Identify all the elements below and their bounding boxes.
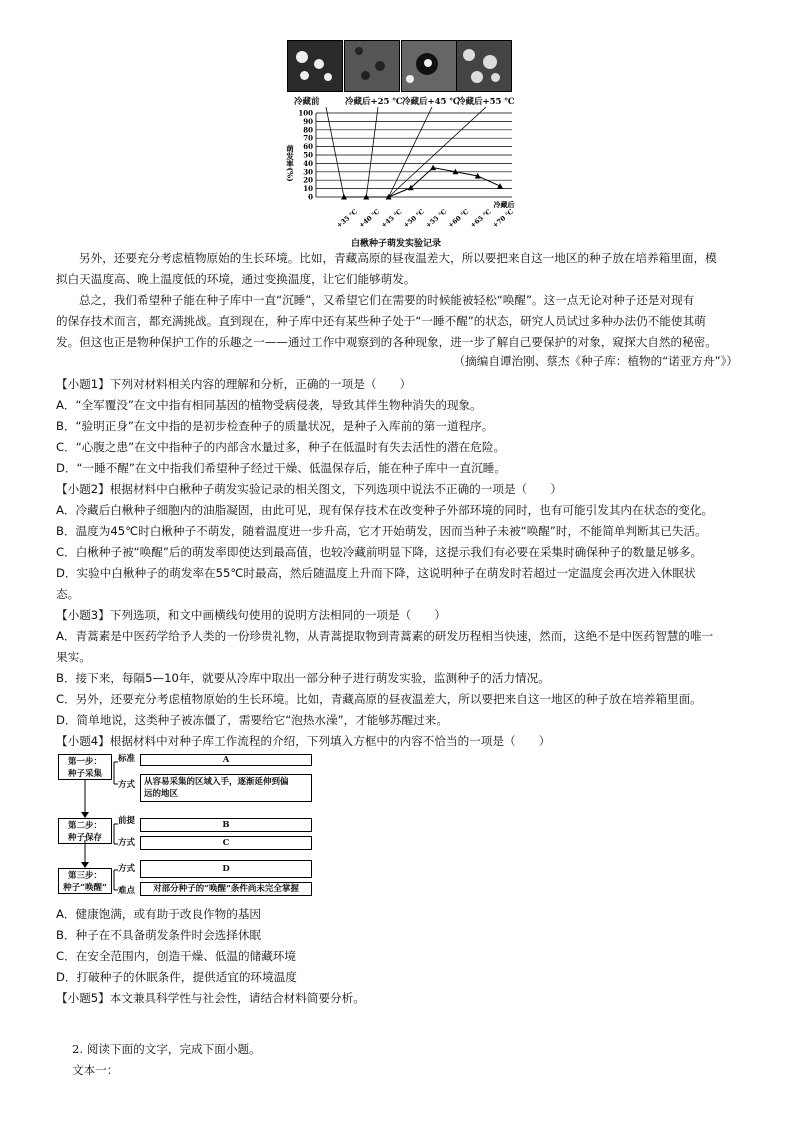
q2-option-d: D．实验中白楸种子的萌发率在55℃时最高，然后随温度上升而下降，这说明种子在萌发时若超过一定温度会再次进入休眠状 [56, 566, 696, 580]
seed-photo-45 [401, 40, 457, 92]
y-tick-label: 100 [298, 108, 313, 118]
x-tick-label: +45 ℃ [379, 207, 404, 230]
y-tick-label: 90 [303, 116, 313, 126]
flow-box-method1 [140, 774, 312, 802]
q1-option-b: B．“验明正身”在文中指的是初步检查种子的质量状况，是种子入库前的第一道程序。 [56, 419, 494, 433]
y-tick-label: 30 [303, 167, 313, 177]
q2-option-b: B．温度为45℃时白楸种子不萌发，随着温度进一步升高，它才开始萌发，因而当种子未被“唤醒”时，不能简单判断其已失活。 [56, 524, 707, 538]
flow-step1-box [58, 754, 112, 780]
q1-option-a: A．“全军覆没”在文中指有相同基因的植物受病侵袭，导致其伴生物种消失的现象。 [56, 398, 482, 412]
flow-step1-line2: 种子采集 [67, 769, 102, 779]
y-tick-label: 20 [303, 175, 313, 185]
y-tick-label: 40 [303, 158, 313, 168]
data-point [430, 165, 436, 171]
section2-title: 2. 阅读下面的文字，完成下面小题。 [72, 1042, 261, 1056]
para2-line3: 发。但这也正是物种保护工作的乐趣之一——通过工作中观察到的各种现象，进一步了解自己要保护的对象，窥探大自然的秘密。 [56, 335, 717, 349]
x-tick-label: +60 ℃ [446, 207, 471, 230]
y-axis-label: 萌发率(%) [285, 145, 295, 182]
source-citation: （摘编自谭治刚、蔡杰《种子库：植物的“诺亚方舟”》） [453, 354, 738, 368]
para2-line1: 总之，我们希望种子能在种子库中一直“沉睡”，又希望它们在需要的时候能被轻松“唤醒”。这一点无论对种子还是对现有 [79, 293, 695, 307]
q1-option-d: D．“一睡不醒”在文中指我们希望种子经过干燥、低温保存后，能在种子库中一直沉睡。 [56, 461, 506, 475]
q4-option-d: D．打破种子的休眠条件，提供适宜的环境温度 [56, 970, 297, 984]
q2-option-d-cont: 态。 [56, 587, 80, 601]
q1-stem: 【小题1】下列对材料相关内容的理解和分析，正确的一项是（ ） [56, 377, 412, 391]
germination-chart [282, 105, 522, 233]
q4-option-b: B．种子在不具备萌发条件时会选择休眠 [56, 928, 262, 942]
q2-stem: 【小题2】根据材料中白楸种子萌发实验记录的相关图文，下列选项中说法不正确的一项是（ ） [56, 482, 562, 496]
x-tick-label: +40 ℃ [357, 207, 382, 230]
para1-line2: 拟白天温度高、晚上温度低的环境，通过变换温度，让它们能够萌发。 [56, 272, 416, 286]
connector-line [366, 107, 378, 197]
photo-label-4: 冷藏后+55 ℃ [457, 97, 515, 107]
q1-option-c: C．“心腹之患”在文中指种子的内部含水量过多，种子在低温时有失去活性的潜在危险。 [56, 440, 506, 454]
flow-diagram [56, 752, 320, 902]
flow-box-b: B [140, 818, 312, 832]
q5-stem: 【小题5】本文兼具科学性与社会性，请结合材料简要分析。 [56, 991, 365, 1005]
x-tick-label: +35 ℃ [335, 207, 359, 230]
q3-option-c: C．另外，还要充分考虑植物原始的生长环境。比如，青藏高原的昼夜温差大，所以要把来自这一地区的种子放在培养箱里面。 [56, 692, 702, 706]
y-tick-label: 80 [303, 125, 313, 135]
flow-method1-line2: 远的地区 [144, 789, 179, 799]
data-point [497, 183, 503, 189]
x-axis-end-label: 冷藏后 [493, 200, 515, 209]
flow-step3-box [58, 868, 112, 894]
flow-box-a: A [140, 754, 312, 766]
flow-step2-line1: 第二步： [67, 821, 102, 831]
flow-step2-line2: 种子保存 [67, 833, 102, 843]
connector-line [389, 107, 486, 197]
photo-label-1: 冷藏前 [294, 97, 320, 107]
seed-photo-before [287, 40, 343, 92]
x-tick-label: +55 ℃ [424, 207, 449, 230]
flow-box-c: C [140, 836, 312, 850]
connector-line [326, 107, 344, 197]
y-tick-label: 70 [303, 133, 313, 143]
q3-option-d: D．简单地说，这类种子被冻僵了，需要给它“泡热水澡”，才能够苏醒过来。 [56, 713, 448, 727]
flow-step1-line1: 第一步： [67, 757, 102, 767]
y-tick-label: 0 [308, 192, 313, 202]
flow-label-method3: 方式 [118, 864, 136, 874]
y-tick-label: 60 [303, 142, 313, 152]
flow-box-d: D [140, 860, 312, 878]
flow-box-difficulty: 对部分种子的“唤醒”条件尚未完全掌握 [140, 882, 312, 896]
y-tick-label: 10 [303, 184, 313, 194]
seed-photo-25 [344, 40, 400, 92]
flow-label-standard: 标准 [118, 754, 136, 764]
photo-label-2: 冷藏后+25 ℃ [345, 97, 403, 107]
q2-option-c: C．白楸种子被“唤醒”后的萌发率即使达到最高值，也较冷藏前明显下降，这提示我们有必要在采集时确保种子的数量足够多。 [56, 545, 703, 559]
x-tick-label: +70 ℃ [491, 207, 515, 230]
x-tick-label: +50 ℃ [401, 207, 426, 230]
para1-line1: 另外，还要充分考虑植物原始的生长环境。比如，青藏高原的昼夜温差大，所以要把来自这一地区的种子放在培养箱里面，模 [79, 251, 717, 265]
q3-option-a: A．青蒿素是中医药学给予人类的一份珍贵礼物，从青蒿提取物到青蒿素的研发历程相当快速，然而，这绝不是中医药智慧的唯一 [56, 629, 714, 643]
seed-photo-55 [456, 40, 512, 92]
section2-subtitle: 文本一： [72, 1063, 119, 1077]
q2-option-a: A．冷藏后白楸种子细胞内的油脂凝固，由此可见，现有保存技术在改变种子外部环境的同时，也有可能引发其内在状态的变化。 [56, 503, 714, 517]
q4-stem: 【小题4】根据材料中对种子库工作流程的介绍，下列填入方框中的内容不恰当的一项是（ ） [56, 734, 551, 748]
connector-line [389, 107, 432, 197]
x-tick-label: +65 ℃ [468, 207, 493, 230]
y-tick-label: 50 [303, 150, 313, 160]
photo-label-3: 冷藏后+45 ℃ [402, 97, 460, 107]
flow-step3-line2: 种子“唤醒” [63, 883, 107, 893]
flow-method1-line1: 从容易采集的区域入手，逐渐延伸到偏 [144, 777, 289, 787]
chart-caption: 白楸种子萌发实验记录 [351, 239, 442, 249]
flow-label-method1: 方式 [118, 780, 136, 790]
q3-option-b: B．接下来，每隔5—10年，就要从冷库中取出一部分种子进行萌发实验，监测种子的活力情况。 [56, 671, 550, 685]
flow-label-method2: 方式 [118, 838, 136, 848]
q4-option-c: C．在安全范围内，创造干燥、低温的储藏环境 [56, 949, 296, 963]
q3-option-a-cont: 果实。 [56, 650, 91, 664]
q3-stem: 【小题3】下列选项，和文中画横线句使用的说明方法相同的一项是（ ） [56, 608, 446, 622]
para2-line2: 的保存技术而言，都充满挑战。直到现在，种子库中还有某些种子处于“一睡不醒”的状态，研究人员试过多种办法仍不能使其萌 [56, 314, 706, 328]
flow-step3-line1: 第三步： [67, 871, 102, 881]
flow-label-difficulty: 难点 [118, 886, 136, 896]
flow-step2-box [58, 818, 112, 844]
q4-option-a: A．健康饱满，或有助于改良作物的基因 [56, 907, 262, 921]
flow-label-premise: 前提 [118, 816, 136, 826]
